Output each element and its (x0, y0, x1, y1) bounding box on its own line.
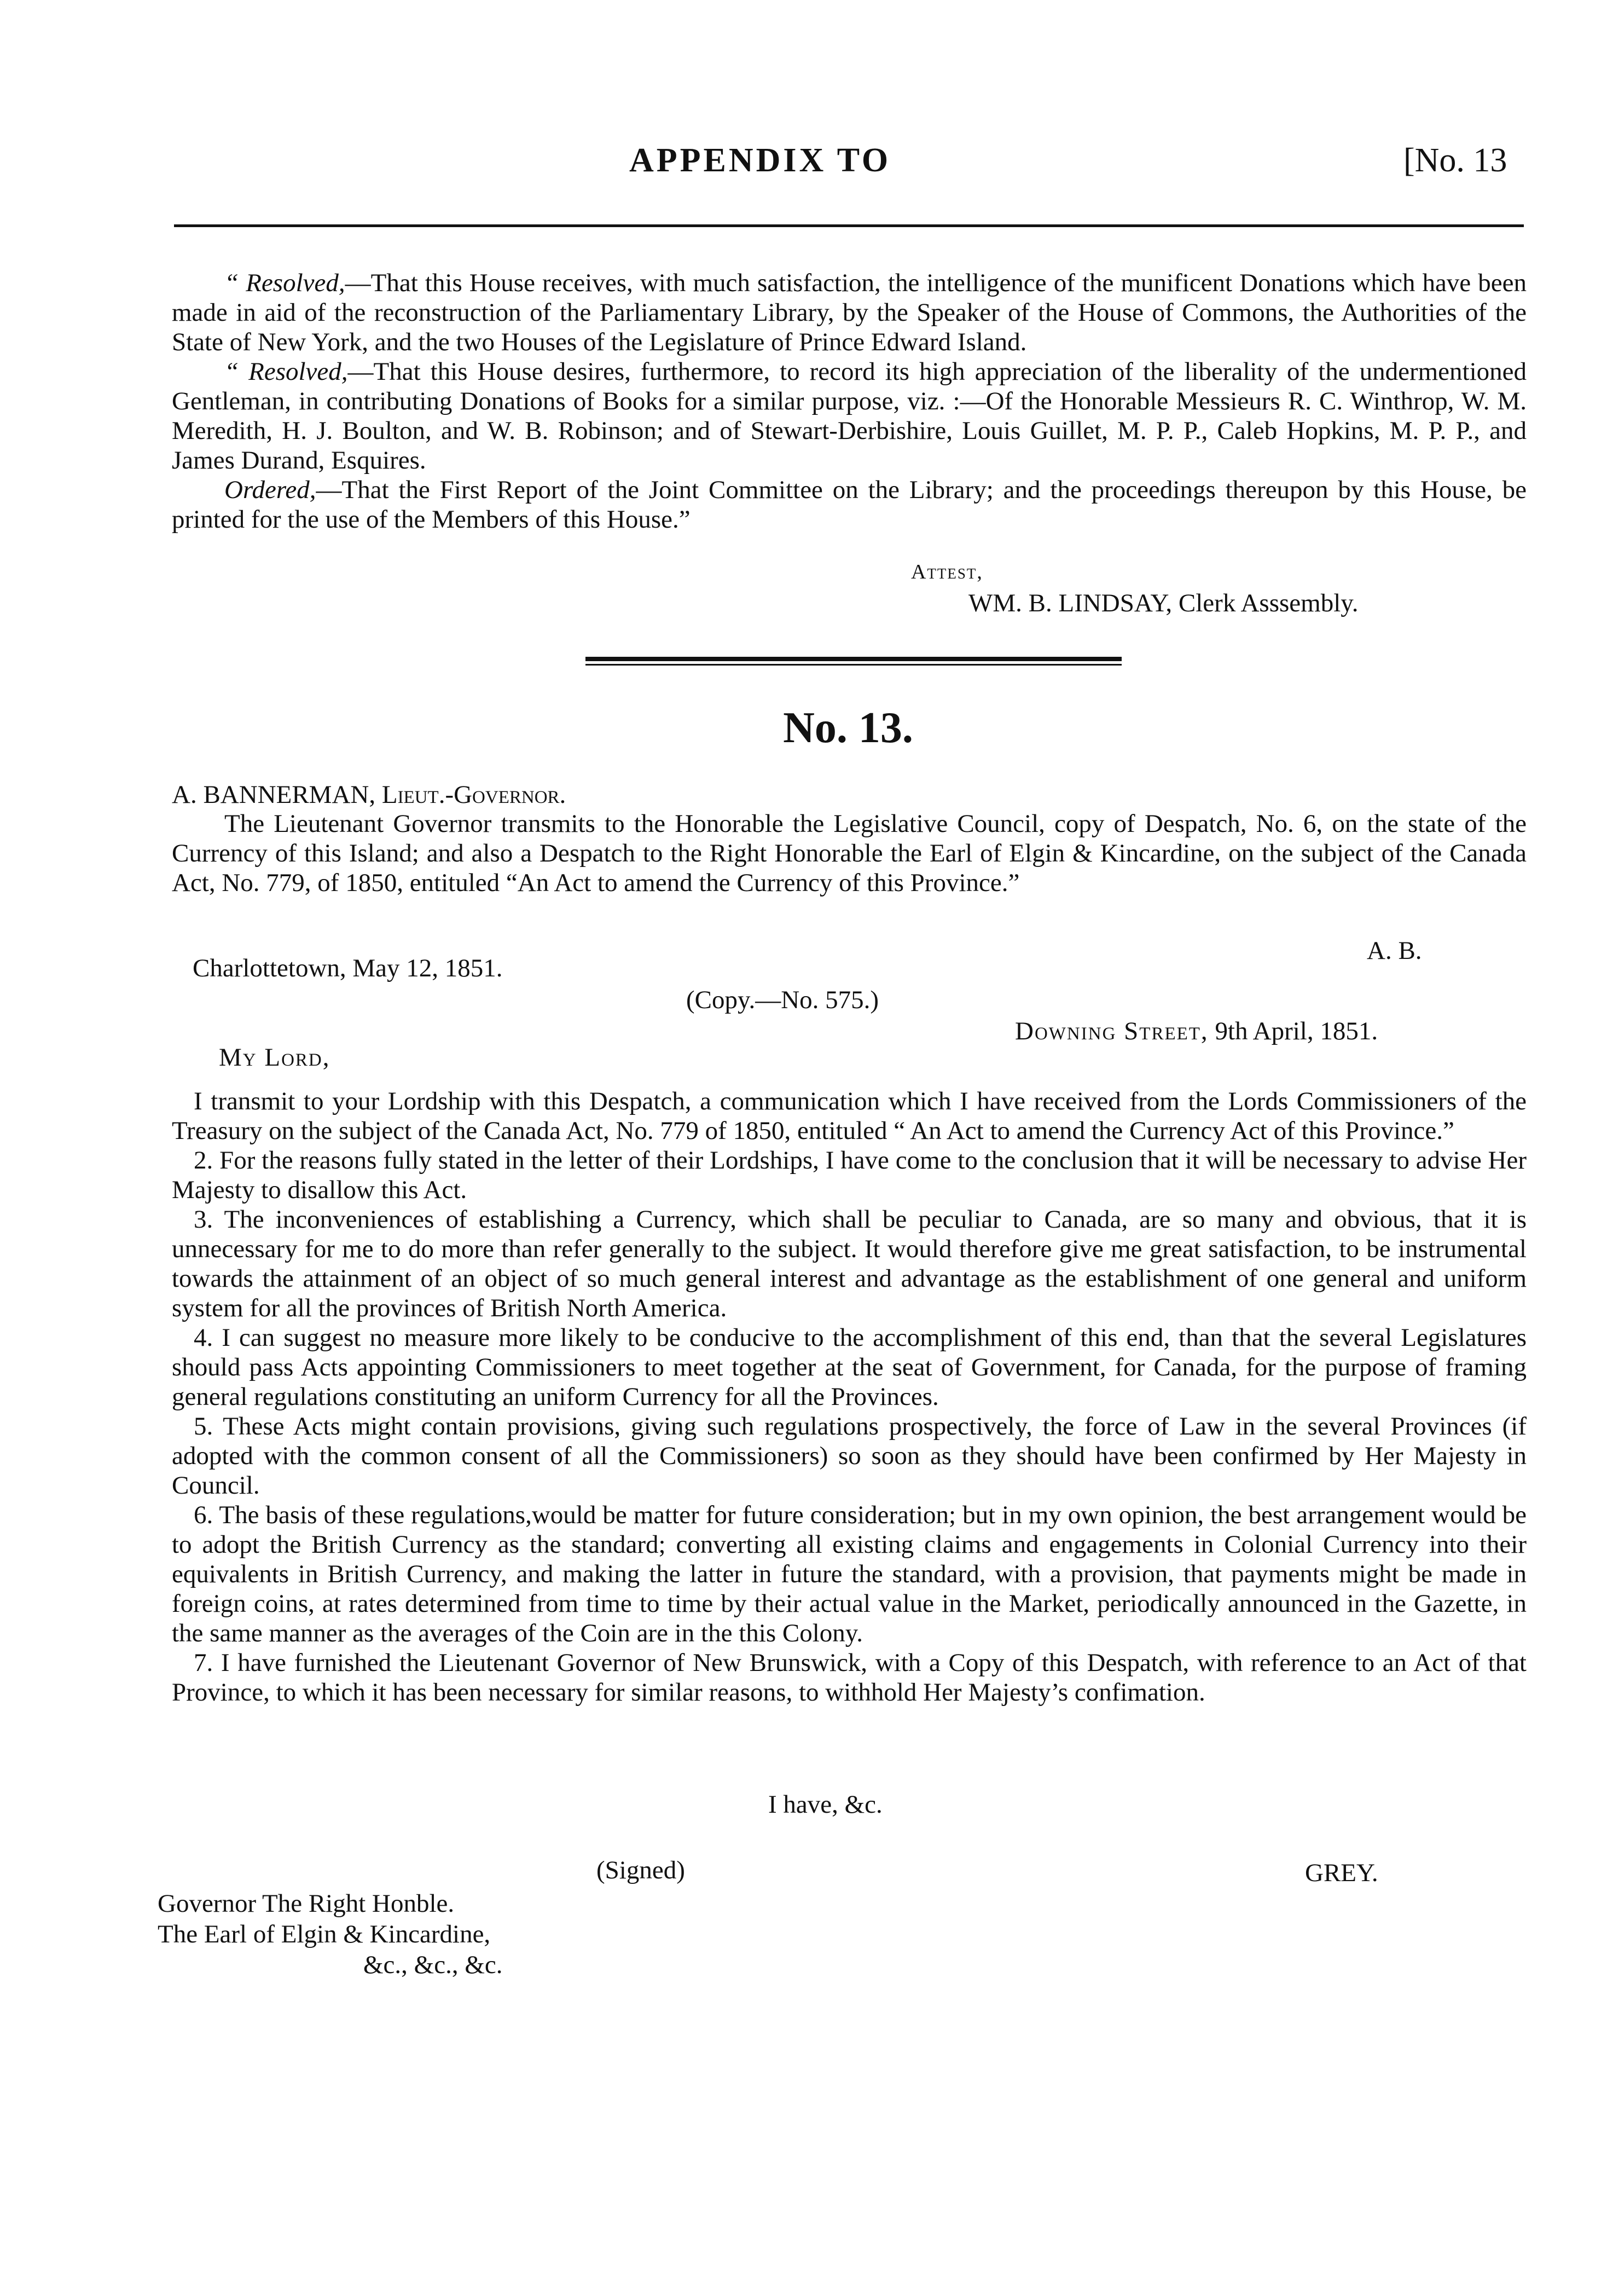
resolution-text: —That this House receives, with much satisfaction, the intelligence of the munificent Donations which have been made in aid of the reconstruction of the Parliamentary Library, by the Speaker of the House of Commons, the Authorities of the State of New York, and the two Houses of the Legislature of Prince Edward Island. (172, 269, 1527, 356)
addressee-line: Governor The Right Honble. (158, 1889, 455, 1918)
resolution-paragraph (172, 268, 1527, 357)
addressee-line: &c., &c., &c. (363, 1951, 503, 1979)
despatch-paragraph: 5. These Acts might contain provisions, giving such regulations prospectively, the force of Law in the several Provinces (if adopted with the common consent of all the Commissioners) so soon as they should have been confirmed by Her Majesty in Council. (172, 1412, 1527, 1500)
resolution-lead: “ Resolved, (224, 269, 345, 297)
running-title: APPENDIX TO (629, 142, 891, 179)
header-rule (174, 224, 1524, 227)
section-divider-thick (585, 657, 1122, 661)
document-number-heading: No. 13. (783, 704, 913, 752)
addressee-block (158, 1888, 503, 1980)
governor-name: A. BANNERMAN, (172, 780, 376, 809)
governor-initials: A. B. (1367, 936, 1422, 965)
salutation: My Lord, (219, 1043, 330, 1072)
resolution-paragraph (172, 357, 1527, 475)
despatch-paragraph: 7. I have furnished the Lieutenant Governor of New Brunswick, with a Copy of this Despatch, with reference to an Act of that Province, to which it has been necessary for similar reasons, to withhold Her Majesty’s confimation. (172, 1649, 1527, 1707)
despatch-paragraph: 6. The basis of these regulations,would be matter for future consideration; but in my own opinion, the best arrangement would be to adopt the British Currency as the standard; converting all existing claims and engagements in Colonial Currency into their equivalents in British Currency, and making the latter in future the standard, with a provision, that payments might be made in foreign coins, at rates determined from time to time by their actual value in the Market, periodically announced in the Gazette, in the same manner as the averages of the Coin are in the this Colony. (172, 1501, 1527, 1647)
transmittal-text: The Lieutenant Governor transmits to the Honorable the Legislative Council, copy of Despatch, No. 6, on the state of the Currency of this Island; and also a Despatch to the Right Honorable the Earl of Elgin & Kincardine, on the subject of the Canada Act, No. 779, of 1850, entituled “An Act to amend the Currency of this Province.” (172, 809, 1527, 897)
running-number: [No. 13 (1403, 142, 1507, 179)
section-divider-thin (585, 664, 1122, 666)
place-date: Charlottetown, May 12, 1851. (193, 954, 503, 982)
addressee-line: The Earl of Elgin & Kincardine, (158, 1920, 491, 1948)
dateline-date: 9th April, 1851. (1215, 1017, 1378, 1045)
attest-label: Attest, (911, 560, 983, 583)
order-text: —That the First Report of the Joint Committee on the Library; and the proceedings thereupon by this House, be printed for the use of the Members of this House.” (172, 476, 1527, 534)
running-header (0, 141, 1607, 185)
governor-title: Lieut.-Governor. (381, 780, 566, 809)
order-lead: Ordered, (224, 476, 316, 504)
despatch-paragraph: I transmit to your Lordship with this Despatch, a communication which I have received from the Lords Commissioners of the Treasury on the subject of the Canada Act, No. 779 of 1850, entituled “ An Act to amend the Currency Act of this Province.” (172, 1087, 1527, 1145)
despatch-dateline (1015, 1016, 1378, 1046)
resolution-lead: “ Resolved, (224, 357, 348, 386)
governor-line (172, 780, 566, 809)
copy-reference: (Copy.—No. 575.) (686, 986, 879, 1014)
despatch-paragraph: 2. For the reasons fully stated in the letter of their Lordships, I have come to the conclusion that it will be necessary to advise Her Majesty to disallow this Act. (172, 1146, 1527, 1204)
despatch-paragraph: 3. The inconveniences of establishing a Currency, which shall be peculiar to Canada, are so many and obvious, that it is unnecessary for me to do more than refer generally to the subject. It would therefore give me great satisfaction, to be instrumental towards the attainment of an object of so much general interest and advantage as the establishment of one general and uniform system for all the provinces of British North America. (172, 1205, 1527, 1322)
attest-signature: WM. B. LINDSAY, Clerk Asssembly. (968, 589, 1359, 617)
despatch-body (172, 1086, 1527, 1707)
dateline-place: Downing Street, (1015, 1017, 1209, 1045)
closing-formula: I have, &c. (768, 1790, 883, 1819)
signed-label: (Signed) (596, 1856, 685, 1884)
despatch-paragraph: 4. I can suggest no measure more likely to be conducive to the accomplishment of this end, than that the several Legislatures should pass Acts appointing Commissioners to meet together at the seat of Government, for Canada, for the purpose of framing general regulations constituting an uniform Currency for all the Provinces. (172, 1323, 1527, 1411)
transmittal-message (172, 809, 1527, 898)
signer-name: GREY. (1305, 1859, 1378, 1887)
resolutions-section (172, 268, 1527, 534)
resolution-text: —That this House desires, furthermore, to record its high appreciation of the liberality of the undermentioned Gentleman, in contributing Donations of Books for a similar purpose, viz. :—Of the Honorable Messieurs R. C. Winthrop, W. M. Meredith, H. J. Boulton, and W. B. Robinson; and of Stewart-Derbishire, Louis Guillet, M. P. P., Caleb Hopkins, M. P. P., and James Durand, Esquires. (172, 357, 1527, 475)
order-paragraph (172, 475, 1527, 534)
